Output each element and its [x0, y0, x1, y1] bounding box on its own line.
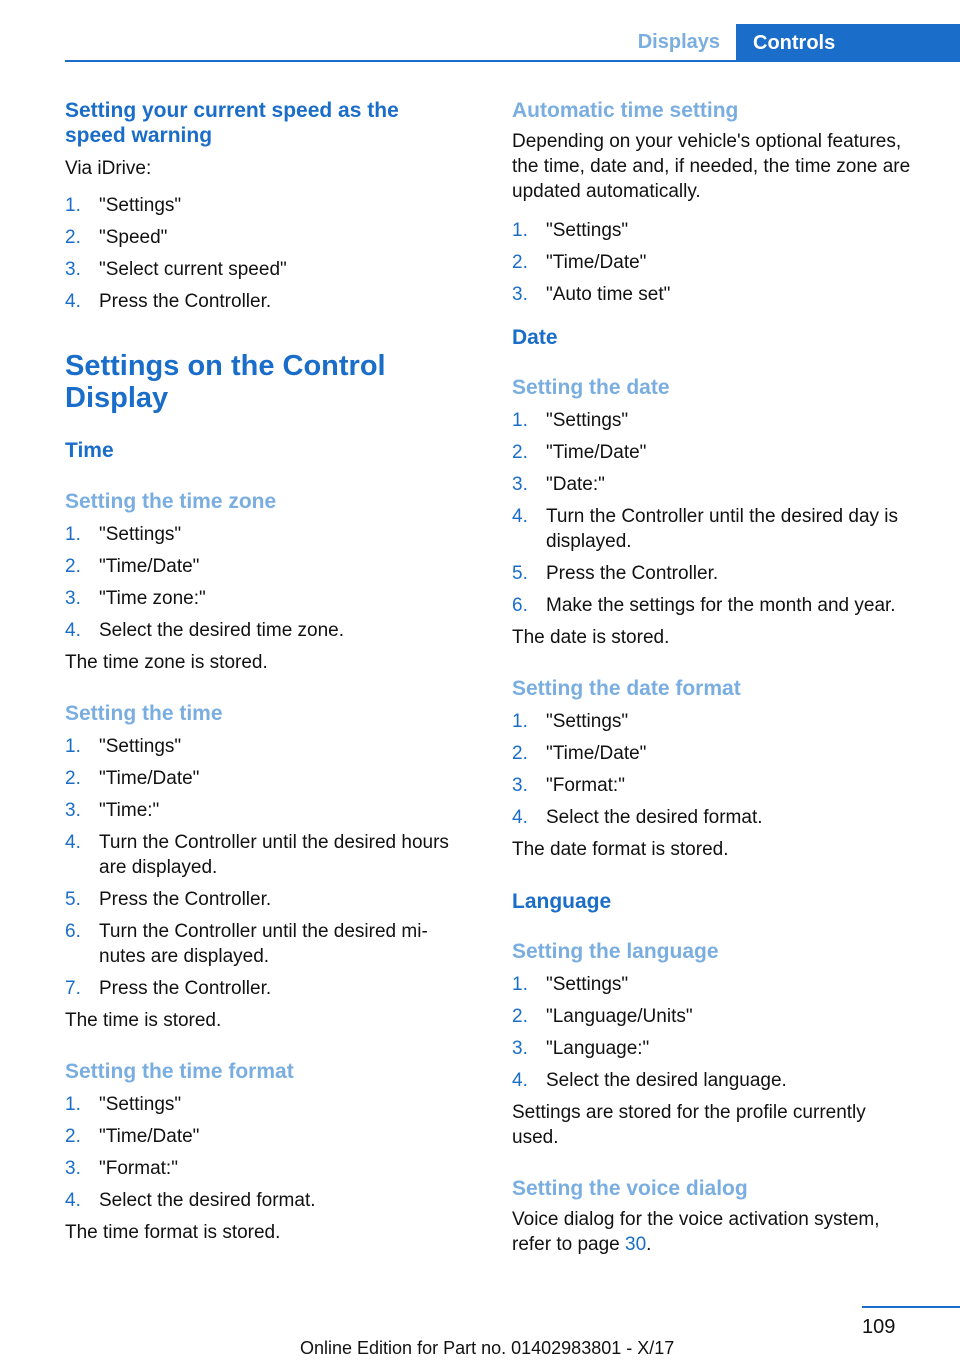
auto-time-heading: Automatic time setting [512, 99, 739, 122]
step-number: 3. [512, 1038, 528, 1059]
step-number: 4. [65, 832, 81, 853]
language-steps [512, 972, 932, 1093]
step-number: 3. [65, 259, 81, 280]
page-header [65, 24, 960, 62]
header-rule [65, 60, 960, 62]
main-section-title: Settings on the Control Display [65, 350, 386, 414]
voice-dialog-heading: Setting the voice dialog [512, 1177, 748, 1200]
list-item [65, 522, 475, 547]
list-item [512, 593, 932, 618]
time-zone-steps [65, 522, 475, 643]
speed-steps [65, 193, 475, 314]
list-item [512, 250, 932, 275]
step-number: 4. [65, 1190, 81, 1211]
step-text: "Date:" [546, 474, 605, 495]
step-number: 1. [512, 711, 528, 732]
step-number: 3. [512, 775, 528, 796]
step-text: "Time:" [99, 800, 160, 821]
step-number: 1. [512, 410, 528, 431]
list-item [512, 1036, 932, 1061]
step-text: "Time/Date" [546, 743, 647, 764]
step-text: "Settings" [546, 220, 629, 241]
list-item [65, 289, 475, 314]
step-text: "Format:" [546, 775, 625, 796]
step-number: 1. [512, 220, 528, 241]
step-number: 6. [512, 595, 528, 616]
step-number: 2. [512, 743, 528, 764]
time-format-steps [65, 1092, 475, 1213]
step-text: "Format:" [99, 1158, 178, 1179]
time-heading: Time [65, 439, 114, 462]
list-item [65, 1156, 475, 1181]
language-note: Settings are stored for the profile currently used. [512, 1102, 866, 1148]
voice-dialog-text [512, 1207, 912, 1257]
list-item [65, 1188, 475, 1213]
list-item [512, 282, 932, 307]
step-text: Make the settings for the month and year. [546, 595, 896, 616]
step-number: 3. [512, 284, 528, 305]
time-format-note: The time format is stored. [65, 1222, 281, 1243]
list-item [512, 709, 932, 734]
edition-footer: Online Edition for Part no. 01402983801 - X/17 [300, 1338, 675, 1358]
list-item [512, 741, 932, 766]
list-item [512, 1004, 932, 1029]
step-text: "Settings" [99, 1094, 182, 1115]
step-number: 2. [65, 556, 81, 577]
list-item [512, 805, 932, 830]
step-text: Press the Controller. [99, 889, 272, 910]
date-format-note: The date format is stored. [512, 839, 729, 860]
step-text: Turn the Controller until the desired day is displayed. [546, 506, 899, 552]
step-text: "Settings" [546, 410, 629, 431]
list-item [65, 554, 475, 579]
step-text: "Settings" [99, 736, 182, 757]
list-item [65, 1092, 475, 1117]
step-number: 1. [65, 195, 81, 216]
speed-warning-heading: Setting your current speed as the speed warning [65, 99, 399, 147]
step-number: 1. [65, 524, 81, 545]
speed-intro: Via iDrive: [65, 158, 152, 179]
list-item [65, 257, 475, 282]
list-item [512, 1068, 932, 1093]
section-tab-controls[interactable]: Controls [736, 24, 960, 62]
step-text: Select the desired time zone. [99, 620, 345, 641]
list-item [65, 976, 475, 1001]
date-format-heading: Setting the date format [512, 677, 741, 700]
step-number: 4. [512, 807, 528, 828]
step-number: 3. [65, 800, 81, 821]
step-text: Press the Controller. [99, 978, 272, 999]
step-number: 2. [512, 442, 528, 463]
step-number: 2. [65, 1126, 81, 1147]
auto-time-steps [512, 218, 932, 307]
list-item [65, 618, 475, 643]
language-set-heading: Setting the language [512, 940, 719, 963]
list-item [512, 561, 932, 586]
step-number: 3. [65, 588, 81, 609]
list-item [65, 1124, 475, 1149]
step-text: "Speed" [99, 227, 168, 248]
time-zone-note: The time zone is stored. [65, 652, 268, 673]
list-item [512, 504, 932, 554]
list-item [65, 586, 475, 611]
step-text: "Language:" [546, 1038, 650, 1059]
list-item [65, 766, 475, 791]
step-number: 5. [512, 563, 528, 584]
step-text: "Time zone:" [99, 588, 206, 609]
list-item [512, 440, 932, 465]
list-item [65, 193, 475, 218]
list-item [512, 472, 932, 497]
step-number: 1. [65, 736, 81, 757]
list-item [512, 972, 932, 997]
step-text: "Time/Date" [546, 442, 647, 463]
step-number: 3. [65, 1158, 81, 1179]
step-number: 2. [65, 768, 81, 789]
step-text: "Settings" [99, 195, 182, 216]
date-format-steps [512, 709, 932, 830]
date-heading: Date [512, 326, 558, 349]
step-number: 1. [65, 1094, 81, 1115]
page-number: 109 [862, 1316, 896, 1338]
step-text: Select the desired language. [546, 1070, 787, 1091]
time-set-heading: Setting the time [65, 702, 223, 725]
step-text: "Time/Date" [99, 1126, 200, 1147]
step-number: 1. [512, 974, 528, 995]
time-set-steps [65, 734, 475, 1001]
step-text: "Time/Date" [99, 768, 200, 789]
step-text: Select the desired format. [99, 1190, 316, 1211]
list-item [512, 408, 932, 433]
step-text: Turn the Controller until the desired mi‐ nutes are displayed. [99, 921, 428, 967]
step-number: 4. [512, 1070, 528, 1091]
voice-dialog-body: Voice dialog for the voice activation system, refer to page [512, 1209, 880, 1255]
time-set-note: The time is stored. [65, 1010, 222, 1031]
step-number: 4. [65, 291, 81, 312]
list-item [512, 773, 932, 798]
step-number: 5. [65, 889, 81, 910]
time-format-heading: Setting the time format [65, 1060, 294, 1083]
step-text: Press the Controller. [99, 291, 272, 312]
step-text: Select the desired format. [546, 807, 763, 828]
list-item [65, 887, 475, 912]
list-item [65, 225, 475, 250]
step-number: 3. [512, 474, 528, 495]
step-number: 2. [65, 227, 81, 248]
date-set-heading: Setting the date [512, 376, 670, 399]
step-number: 2. [512, 252, 528, 273]
language-heading: Language [512, 890, 612, 913]
step-text: "Settings" [546, 974, 629, 995]
step-text: "Language/Units" [546, 1006, 693, 1027]
list-item [65, 734, 475, 759]
step-number: 6. [65, 921, 81, 942]
auto-time-text: Depending on your vehicle's optional features, the time, date and, if needed, the time zone are updated automatically. [512, 131, 911, 202]
footer-rule [862, 1306, 960, 1308]
section-tab-displays[interactable]: Displays [637, 31, 720, 53]
step-text: "Settings" [546, 711, 629, 732]
voice-dialog-end: . [646, 1234, 652, 1255]
date-set-note: The date is stored. [512, 627, 670, 648]
right-column [512, 98, 932, 1257]
page-reference-link[interactable]: 30 [625, 1234, 647, 1255]
list-item [65, 919, 475, 969]
step-number: 2. [512, 1006, 528, 1027]
step-text: "Time/Date" [546, 252, 647, 273]
step-number: 4. [512, 506, 528, 527]
list-item [65, 798, 475, 823]
step-text: Turn the Controller until the desired hours are displayed. [99, 832, 449, 878]
step-text: "Select current speed" [99, 259, 287, 280]
step-text: "Settings" [99, 524, 182, 545]
step-text: "Time/Date" [99, 556, 200, 577]
step-number: 4. [65, 620, 81, 641]
step-text: Press the Controller. [546, 563, 719, 584]
date-set-steps [512, 408, 932, 618]
step-text: "Auto time set" [546, 284, 671, 305]
step-number: 7. [65, 978, 81, 999]
time-zone-heading: Setting the time zone [65, 490, 277, 513]
list-item [512, 218, 932, 243]
left-column [65, 98, 475, 1245]
list-item [65, 830, 475, 880]
